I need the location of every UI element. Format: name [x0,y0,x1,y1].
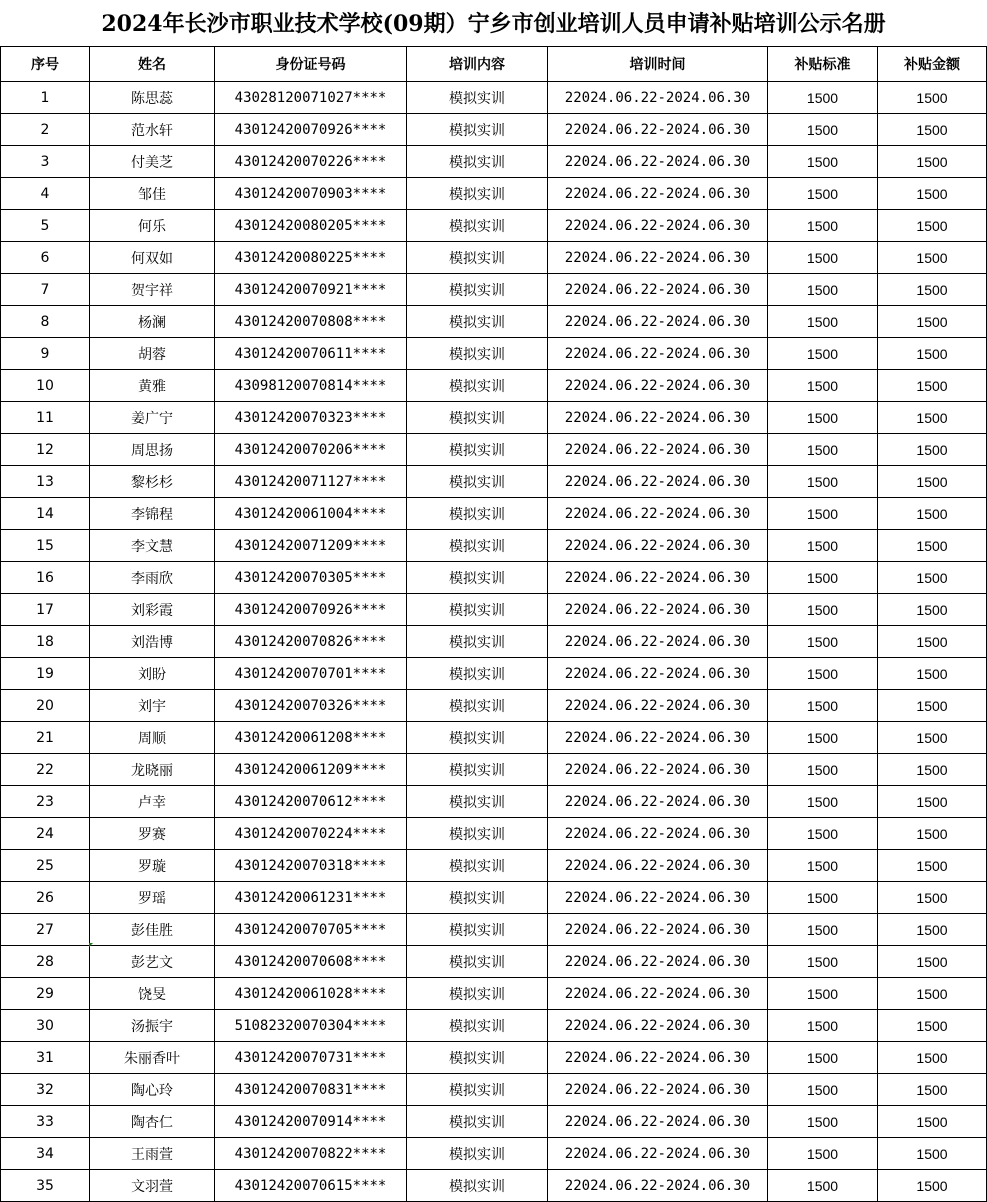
cell-subsidy-amount: 1500 [878,530,987,562]
cell-subsidy-standard: 1500 [768,1010,878,1042]
cell-training-content: 模拟实训 [407,82,548,114]
cell-training-content: 模拟实训 [407,1074,548,1106]
cell-subsidy-standard: 1500 [768,722,878,754]
cell-no: 29 [1,978,90,1010]
table-row [1,690,987,722]
cell-training-content: 模拟实训 [407,786,548,818]
cell-training-time: 22024.06.22-2024.06.30 [548,658,768,690]
table-row [1,722,987,754]
cell-subsidy-amount: 1500 [878,1074,987,1106]
cell-training-content: 模拟实训 [407,626,548,658]
cell-training-time: 22024.06.22-2024.06.30 [548,178,768,210]
cell-id-number: 43012420070318**** [215,850,407,882]
cell-no: 30 [1,1010,90,1042]
cell-id-number: 43012420070305**** [215,562,407,594]
table-row [1,1042,987,1074]
cell-no: 35 [1,1170,90,1202]
cell-training-time: 22024.06.22-2024.06.30 [548,562,768,594]
cell-training-time: 22024.06.22-2024.06.30 [548,114,768,146]
cell-training-time: 22024.06.22-2024.06.30 [548,594,768,626]
cell-id-number: 43012420070926**** [215,114,407,146]
cell-training-content: 模拟实训 [407,210,548,242]
cell-name: 周思扬 [90,434,215,466]
cell-name: 周顺 [90,722,215,754]
cell-comment-marker [89,943,93,947]
cell-subsidy-amount: 1500 [878,242,987,274]
cell-name: 范水轩 [90,114,215,146]
cell-training-time: 22024.06.22-2024.06.30 [548,914,768,946]
header-row [1,47,987,82]
roster-body [1,82,987,1202]
cell-training-content: 模拟实训 [407,914,548,946]
cell-id-number: 43012420070612**** [215,786,407,818]
cell-subsidy-amount: 1500 [878,658,987,690]
cell-id-number: 43012420070914**** [215,1106,407,1138]
cell-subsidy-standard: 1500 [768,114,878,146]
cell-subsidy-standard: 1500 [768,882,878,914]
cell-name: 黄雅 [90,370,215,402]
table-row [1,626,987,658]
cell-training-content: 模拟实训 [407,466,548,498]
table-row [1,562,987,594]
cell-subsidy-standard: 1500 [768,914,878,946]
cell-training-time: 22024.06.22-2024.06.30 [548,338,768,370]
cell-name: 邹佳 [90,178,215,210]
cell-name: 龙晓丽 [90,754,215,786]
cell-training-time: 22024.06.22-2024.06.30 [548,434,768,466]
cell-id-number: 43012420080225**** [215,242,407,274]
cell-training-time: 22024.06.22-2024.06.30 [548,1074,768,1106]
document-title: 2024年长沙市职业技术学校(09期）宁乡市创业培训人员申请补贴培训公示名册 [0,0,987,47]
cell-name: 卢幸 [90,786,215,818]
cell-subsidy-amount: 1500 [878,178,987,210]
cell-id-number: 43012420071209**** [215,530,407,562]
cell-training-content: 模拟实训 [407,818,548,850]
cell-training-time: 22024.06.22-2024.06.30 [548,306,768,338]
table-row [1,242,987,274]
cell-no: 2 [1,114,90,146]
cell-subsidy-amount: 1500 [878,1138,987,1170]
cell-training-time: 22024.06.22-2024.06.30 [548,498,768,530]
cell-subsidy-amount: 1500 [878,978,987,1010]
table-row [1,434,987,466]
cell-subsidy-standard: 1500 [768,754,878,786]
cell-training-time: 22024.06.22-2024.06.30 [548,1170,768,1202]
cell-training-time: 22024.06.22-2024.06.30 [548,1138,768,1170]
cell-name: 王雨萱 [90,1138,215,1170]
cell-no: 28 [1,946,90,978]
cell-subsidy-standard: 1500 [768,210,878,242]
cell-subsidy-standard: 1500 [768,530,878,562]
cell-id-number: 43012420061209**** [215,754,407,786]
cell-subsidy-amount: 1500 [878,1042,987,1074]
table-row [1,1170,987,1202]
cell-subsidy-standard: 1500 [768,626,878,658]
cell-subsidy-amount: 1500 [878,754,987,786]
cell-id-number: 43012420070826**** [215,626,407,658]
header-id-number: 身份证号码 [215,47,407,82]
cell-name: 陶心玲 [90,1074,215,1106]
cell-subsidy-amount: 1500 [878,434,987,466]
cell-training-time: 22024.06.22-2024.06.30 [548,818,768,850]
cell-subsidy-standard: 1500 [768,818,878,850]
cell-id-number: 43012420070323**** [215,402,407,434]
cell-subsidy-amount: 1500 [878,210,987,242]
cell-no: 13 [1,466,90,498]
table-row [1,1106,987,1138]
table-row [1,530,987,562]
cell-subsidy-standard: 1500 [768,946,878,978]
cell-subsidy-standard: 1500 [768,402,878,434]
cell-training-time: 22024.06.22-2024.06.30 [548,786,768,818]
cell-training-content: 模拟实训 [407,850,548,882]
cell-subsidy-standard: 1500 [768,1138,878,1170]
cell-training-time: 22024.06.22-2024.06.30 [548,402,768,434]
table-row [1,914,987,946]
cell-training-time: 22024.06.22-2024.06.30 [548,1010,768,1042]
cell-no: 10 [1,370,90,402]
cell-name: 何乐 [90,210,215,242]
table-row [1,466,987,498]
cell-training-content: 模拟实训 [407,434,548,466]
cell-training-time: 22024.06.22-2024.06.30 [548,370,768,402]
cell-id-number: 43012420080205**** [215,210,407,242]
cell-subsidy-amount: 1500 [878,946,987,978]
cell-name: 何双如 [90,242,215,274]
cell-name: 彭艺文 [90,946,215,978]
table-row [1,274,987,306]
cell-training-time: 22024.06.22-2024.06.30 [548,82,768,114]
cell-no: 19 [1,658,90,690]
cell-training-content: 模拟实训 [407,306,548,338]
cell-id-number: 43012420070615**** [215,1170,407,1202]
cell-no: 11 [1,402,90,434]
cell-subsidy-standard: 1500 [768,306,878,338]
cell-training-time: 22024.06.22-2024.06.30 [548,242,768,274]
cell-no: 31 [1,1042,90,1074]
cell-name: 刘宇 [90,690,215,722]
cell-training-time: 22024.06.22-2024.06.30 [548,146,768,178]
cell-training-content: 模拟实训 [407,146,548,178]
cell-subsidy-standard: 1500 [768,850,878,882]
table-row [1,210,987,242]
cell-id-number: 43012420070326**** [215,690,407,722]
cell-name: 胡蓉 [90,338,215,370]
cell-training-content: 模拟实训 [407,402,548,434]
cell-id-number: 43012420070831**** [215,1074,407,1106]
cell-training-time: 22024.06.22-2024.06.30 [548,946,768,978]
cell-subsidy-amount: 1500 [878,498,987,530]
roster-table [0,46,987,1202]
cell-subsidy-amount: 1500 [878,466,987,498]
cell-id-number: 43012420070705**** [215,914,407,946]
header-training-content: 培训内容 [407,47,548,82]
cell-no: 6 [1,242,90,274]
header-subsidy-amount: 补贴金额 [878,47,987,82]
cell-subsidy-amount: 1500 [878,274,987,306]
cell-subsidy-amount: 1500 [878,882,987,914]
cell-no: 34 [1,1138,90,1170]
cell-training-content: 模拟实训 [407,338,548,370]
cell-subsidy-amount: 1500 [878,1106,987,1138]
header-training-time: 培训时间 [548,47,768,82]
cell-no: 17 [1,594,90,626]
cell-no: 15 [1,530,90,562]
cell-name: 刘盼 [90,658,215,690]
cell-training-content: 模拟实训 [407,562,548,594]
cell-training-time: 22024.06.22-2024.06.30 [548,626,768,658]
cell-training-time: 22024.06.22-2024.06.30 [548,722,768,754]
cell-name: 李锦程 [90,498,215,530]
table-row [1,82,987,114]
cell-subsidy-standard: 1500 [768,786,878,818]
cell-subsidy-amount: 1500 [878,594,987,626]
table-row [1,882,987,914]
cell-subsidy-standard: 1500 [768,178,878,210]
cell-subsidy-standard: 1500 [768,338,878,370]
cell-subsidy-amount: 1500 [878,562,987,594]
cell-training-content: 模拟实训 [407,1010,548,1042]
cell-no: 3 [1,146,90,178]
cell-training-content: 模拟实训 [407,1042,548,1074]
cell-id-number: 43012420070903**** [215,178,407,210]
table-row [1,498,987,530]
cell-id-number: 43012420070611**** [215,338,407,370]
cell-no: 21 [1,722,90,754]
cell-name: 文羽萱 [90,1170,215,1202]
header-name: 姓名 [90,47,215,82]
table-row [1,402,987,434]
cell-no: 16 [1,562,90,594]
cell-training-content: 模拟实训 [407,1170,548,1202]
cell-no: 23 [1,786,90,818]
cell-subsidy-amount: 1500 [878,306,987,338]
cell-subsidy-standard: 1500 [768,370,878,402]
table-row [1,946,987,978]
cell-training-time: 22024.06.22-2024.06.30 [548,274,768,306]
cell-name: 付美芝 [90,146,215,178]
table-row [1,754,987,786]
cell-training-content: 模拟实训 [407,1138,548,1170]
cell-subsidy-standard: 1500 [768,594,878,626]
cell-id-number: 43012420070608**** [215,946,407,978]
cell-subsidy-amount: 1500 [878,402,987,434]
cell-no: 7 [1,274,90,306]
cell-training-content: 模拟实训 [407,754,548,786]
cell-subsidy-standard: 1500 [768,274,878,306]
cell-subsidy-amount: 1500 [878,914,987,946]
cell-no: 32 [1,1074,90,1106]
cell-subsidy-amount: 1500 [878,722,987,754]
cell-training-content: 模拟实训 [407,530,548,562]
cell-name: 陶杏仁 [90,1106,215,1138]
cell-id-number: 51082320070304**** [215,1010,407,1042]
table-row [1,786,987,818]
cell-subsidy-standard: 1500 [768,498,878,530]
cell-id-number: 43098120070814**** [215,370,407,402]
cell-subsidy-amount: 1500 [878,338,987,370]
cell-training-content: 模拟实训 [407,498,548,530]
cell-subsidy-standard: 1500 [768,658,878,690]
cell-no: 9 [1,338,90,370]
cell-subsidy-amount: 1500 [878,690,987,722]
cell-id-number: 43012420061231**** [215,882,407,914]
cell-name: 贺宇祥 [90,274,215,306]
cell-name: 朱丽香叶 [90,1042,215,1074]
cell-id-number: 43012420070808**** [215,306,407,338]
table-row [1,1010,987,1042]
cell-id-number: 43012420070226**** [215,146,407,178]
cell-training-content: 模拟实训 [407,370,548,402]
cell-subsidy-amount: 1500 [878,370,987,402]
table-row [1,594,987,626]
cell-no: 8 [1,306,90,338]
cell-training-time: 22024.06.22-2024.06.30 [548,1106,768,1138]
table-row [1,978,987,1010]
table-row [1,1074,987,1106]
cell-training-time: 22024.06.22-2024.06.30 [548,690,768,722]
cell-no: 1 [1,82,90,114]
cell-training-time: 22024.06.22-2024.06.30 [548,210,768,242]
cell-id-number: 43012420061208**** [215,722,407,754]
cell-training-content: 模拟实训 [407,978,548,1010]
cell-subsidy-standard: 1500 [768,1170,878,1202]
table-row [1,306,987,338]
cell-id-number: 43012420070926**** [215,594,407,626]
cell-subsidy-amount: 1500 [878,82,987,114]
cell-no: 20 [1,690,90,722]
table-row [1,178,987,210]
table-row [1,658,987,690]
cell-training-time: 22024.06.22-2024.06.30 [548,850,768,882]
cell-training-time: 22024.06.22-2024.06.30 [548,978,768,1010]
cell-name: 汤振宇 [90,1010,215,1042]
cell-training-content: 模拟实训 [407,882,548,914]
cell-id-number: 43012420061004**** [215,498,407,530]
table-row [1,850,987,882]
cell-subsidy-standard: 1500 [768,434,878,466]
cell-subsidy-standard: 1500 [768,690,878,722]
cell-id-number: 43012420070731**** [215,1042,407,1074]
cell-subsidy-standard: 1500 [768,978,878,1010]
cell-no: 14 [1,498,90,530]
cell-no: 27 [1,914,90,946]
cell-training-time: 22024.06.22-2024.06.30 [548,466,768,498]
header-no: 序号 [1,47,90,82]
cell-name: 彭佳胜 [90,914,215,946]
cell-no: 5 [1,210,90,242]
cell-training-content: 模拟实训 [407,722,548,754]
cell-subsidy-standard: 1500 [768,1106,878,1138]
cell-no: 12 [1,434,90,466]
cell-subsidy-amount: 1500 [878,818,987,850]
cell-subsidy-amount: 1500 [878,114,987,146]
table-row [1,1138,987,1170]
cell-training-time: 22024.06.22-2024.06.30 [548,754,768,786]
cell-no: 18 [1,626,90,658]
table-row [1,370,987,402]
cell-subsidy-amount: 1500 [878,850,987,882]
cell-name: 罗璇 [90,850,215,882]
cell-id-number: 43012420071127**** [215,466,407,498]
cell-id-number: 43028120071027**** [215,82,407,114]
cell-no: 4 [1,178,90,210]
cell-subsidy-standard: 1500 [768,146,878,178]
cell-name: 李文慧 [90,530,215,562]
cell-training-content: 模拟实训 [407,178,548,210]
cell-no: 33 [1,1106,90,1138]
cell-id-number: 43012420070224**** [215,818,407,850]
cell-subsidy-amount: 1500 [878,146,987,178]
cell-subsidy-amount: 1500 [878,1170,987,1202]
cell-name: 李雨欣 [90,562,215,594]
cell-id-number: 43012420070921**** [215,274,407,306]
cell-subsidy-standard: 1500 [768,82,878,114]
cell-training-content: 模拟实训 [407,242,548,274]
cell-training-content: 模拟实训 [407,1106,548,1138]
table-row [1,338,987,370]
cell-name: 姜广宁 [90,402,215,434]
cell-name: 罗瑶 [90,882,215,914]
table-row [1,146,987,178]
table-row [1,818,987,850]
cell-training-content: 模拟实训 [407,274,548,306]
cell-name: 陈思蕊 [90,82,215,114]
cell-no: 22 [1,754,90,786]
cell-name: 刘浩博 [90,626,215,658]
cell-id-number: 43012420070206**** [215,434,407,466]
cell-id-number: 43012420070822**** [215,1138,407,1170]
cell-name: 罗赛 [90,818,215,850]
cell-no: 25 [1,850,90,882]
cell-training-time: 22024.06.22-2024.06.30 [548,1042,768,1074]
cell-subsidy-amount: 1500 [878,786,987,818]
cell-subsidy-amount: 1500 [878,1010,987,1042]
cell-training-content: 模拟实训 [407,658,548,690]
cell-id-number: 43012420061028**** [215,978,407,1010]
cell-subsidy-standard: 1500 [768,466,878,498]
cell-training-content: 模拟实训 [407,946,548,978]
cell-training-time: 22024.06.22-2024.06.30 [548,882,768,914]
cell-subsidy-standard: 1500 [768,1074,878,1106]
cell-subsidy-amount: 1500 [878,626,987,658]
cell-training-content: 模拟实训 [407,594,548,626]
cell-subsidy-standard: 1500 [768,562,878,594]
cell-name: 杨澜 [90,306,215,338]
cell-subsidy-standard: 1500 [768,1042,878,1074]
cell-name: 黎杉杉 [90,466,215,498]
cell-no: 24 [1,818,90,850]
cell-training-time: 22024.06.22-2024.06.30 [548,530,768,562]
cell-id-number: 43012420070701**** [215,658,407,690]
cell-training-content: 模拟实训 [407,690,548,722]
cell-subsidy-standard: 1500 [768,242,878,274]
table-row [1,114,987,146]
cell-name: 刘彩霞 [90,594,215,626]
cell-no: 26 [1,882,90,914]
cell-training-content: 模拟实训 [407,114,548,146]
header-subsidy-standard: 补贴标准 [768,47,878,82]
cell-name: 饶旻 [90,978,215,1010]
